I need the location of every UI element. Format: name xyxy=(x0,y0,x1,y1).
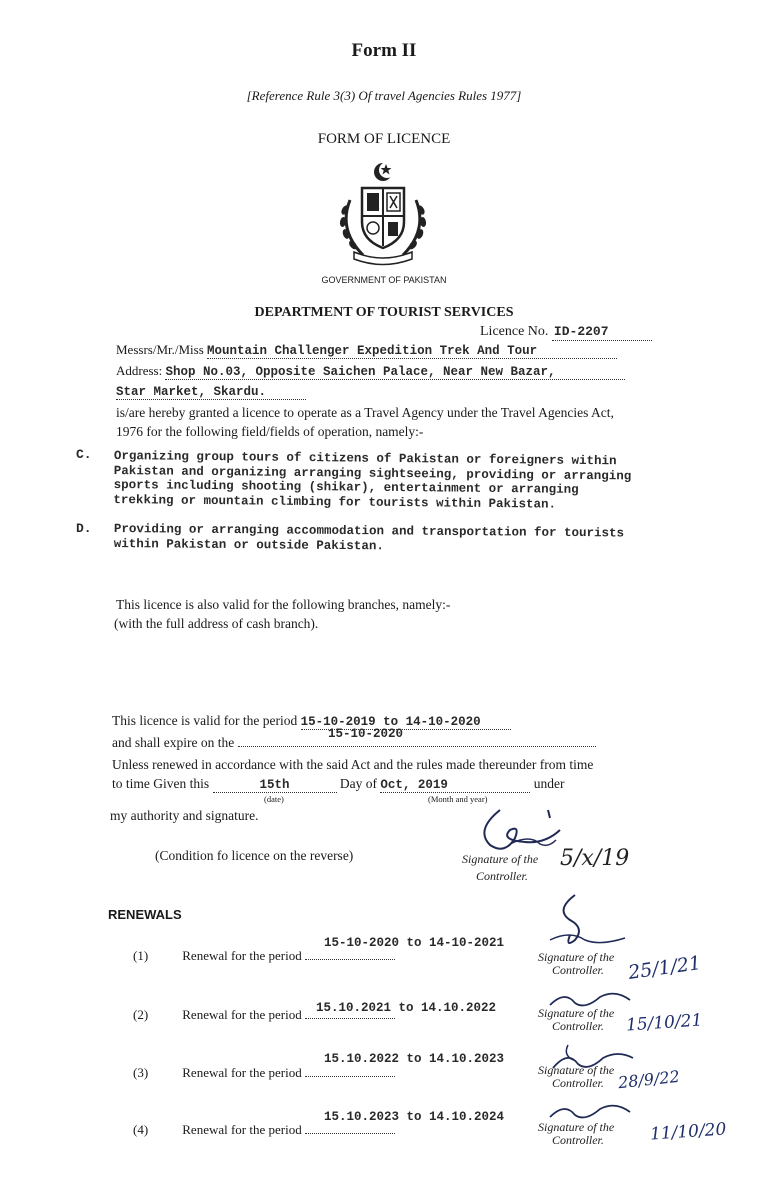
controller-signature xyxy=(470,800,570,860)
messrs-row xyxy=(116,342,617,359)
address-line-2: Star Market, Skardu. xyxy=(116,385,267,399)
renewal-signature-label xyxy=(538,1121,614,1147)
licence-no-label: Licence No. xyxy=(480,324,549,339)
given-month-value: Oct, 2019 xyxy=(380,778,448,792)
validity-period-row xyxy=(112,713,511,730)
licence-no-row xyxy=(480,324,652,341)
signature-label-line-2: Controller. xyxy=(476,869,528,883)
renewal-number: (1) xyxy=(133,948,149,963)
renewals-heading: RENEWALS xyxy=(108,907,182,922)
renewal-hand-date: 15/10/21 xyxy=(625,1010,703,1036)
validity-period-value: 15-10-2019 to 14-10-2020 xyxy=(300,715,481,729)
field-letter-c: C. xyxy=(76,447,92,462)
messrs-label: Messrs/Mr./Miss xyxy=(116,342,204,357)
authority-line: my authority and signature. xyxy=(110,808,259,823)
branches-line-2: (with the full address of cash branch). xyxy=(114,616,319,631)
address-line-1: Shop No.03, Opposite Saichen Palace, Near New Bazar, xyxy=(165,365,556,379)
renewal-signature-label xyxy=(538,1007,614,1033)
field-c-line: Pakistan and organizing arranging sightseeing, providing or arranging xyxy=(113,463,632,483)
given-day-field xyxy=(213,776,337,793)
renewal-label: Renewal for the period xyxy=(182,1007,302,1022)
granted-line-2: 1976 for the following field/fields of operation, namely:- xyxy=(116,424,424,439)
renewal-label: Renewal for the period xyxy=(182,1122,302,1137)
field-c-line: sports including shooting (shikar), entertainment or arranging xyxy=(113,477,579,497)
address-label: Address: xyxy=(116,363,163,378)
form-of-licence-heading: FORM OF LICENCE xyxy=(317,131,451,147)
field-c-line: Organizing group tours of citizens of Pakistan or foreigners within xyxy=(113,449,617,469)
renewal-hand-date: 25/1/21 xyxy=(626,952,703,984)
handwritten-date: 5/x/19 xyxy=(560,846,630,871)
given-row xyxy=(112,776,565,793)
renewal-period-value: 15.10.2022 to 14.10.2023 xyxy=(324,1052,505,1066)
department-heading: DEPARTMENT OF TOURIST SERVICES xyxy=(254,305,514,320)
condition-line: (Condition fo licence on the reverse) xyxy=(155,848,354,863)
renewal-signature-label-line-2: Controller. xyxy=(552,1019,604,1033)
signature-label xyxy=(462,853,538,883)
unless-line: Unless renewed in accordance with the said Act and the rules made thereunder from time xyxy=(112,757,594,772)
expire-row xyxy=(112,735,596,751)
renewal-period-value: 15-10-2020 to 14-10-2021 xyxy=(324,936,505,950)
renewal-period-value: 15.10.2023 to 14.10.2024 xyxy=(324,1110,505,1124)
given-label: to time Given this xyxy=(112,776,210,791)
renewal-signature-label-line-1: Signature of the xyxy=(538,1063,615,1077)
renewal-dots xyxy=(305,1076,395,1077)
licence-no-field xyxy=(552,324,652,341)
address-row xyxy=(116,363,625,380)
expire-label: and shall expire on the xyxy=(112,735,235,750)
field-d-line: Providing or arranging accommodation and transportation for tourists xyxy=(113,522,625,541)
renewal-hand-date: 28/9/22 xyxy=(617,1066,681,1093)
expire-field xyxy=(238,746,596,747)
field-c-line: trekking or mountain climbing for tourists within Pakistan. xyxy=(113,492,557,512)
renewal-dots xyxy=(305,1133,395,1134)
state-emblem xyxy=(328,160,438,268)
renewal-signature-label xyxy=(538,1064,614,1090)
renewal-signature-label-line-2: Controller. xyxy=(552,963,604,977)
day-of-label: Day of xyxy=(339,776,377,791)
month-year-caption: (Month and year) xyxy=(428,794,488,804)
renewal-signature-label-line-1: Signature of the xyxy=(538,1006,615,1020)
renewal-number: (2) xyxy=(133,1007,149,1022)
renewal-row xyxy=(133,1065,395,1081)
renewal-label: Renewal for the period xyxy=(182,1065,302,1080)
form-title: Form II xyxy=(351,40,417,61)
address-field-2 xyxy=(116,383,306,400)
signature-label-line-1: Signature of the xyxy=(462,852,539,866)
renewal-period-value: 15.10.2021 to 14.10.2022 xyxy=(316,1001,497,1015)
renewal-signature-label-line-1: Signature of the xyxy=(538,1120,615,1134)
reference-rule: [Reference Rule 3(3) Of travel Agencies Rules 1977] xyxy=(246,88,522,103)
field-letter-d: D. xyxy=(76,521,92,536)
date-caption: (date) xyxy=(264,794,284,804)
renewal-row xyxy=(133,1007,395,1023)
messrs-value: Mountain Challenger Expedition Trek And Tour xyxy=(207,344,538,358)
renewal-row xyxy=(133,948,395,964)
given-day-value: 15th xyxy=(259,778,290,792)
address-row-2 xyxy=(116,383,306,400)
expire-value: 15-10-2020 xyxy=(328,727,404,741)
address-field xyxy=(165,363,625,380)
renewal-dots xyxy=(305,959,395,960)
renewal-signature xyxy=(540,890,630,950)
renewal-signature-label-line-1: Signature of the xyxy=(538,950,615,964)
validity-period-label: This licence is valid for the period xyxy=(112,713,298,728)
renewal-label: Renewal for the period xyxy=(182,948,302,963)
field-c-text xyxy=(113,449,631,512)
branches-line-1: This licence is also valid for the following branches, namely:- xyxy=(116,597,451,612)
renewal-number: (3) xyxy=(133,1065,149,1080)
given-month-field xyxy=(380,776,530,793)
field-d-line: within Pakistan or outside Pakistan. xyxy=(113,536,384,553)
renewal-signature-label xyxy=(538,951,614,977)
government-of-pakistan: GOVERNMENT OF PAKISTAN xyxy=(321,275,447,285)
granted-line-1: is/are hereby granted a licence to operate as a Travel Agency under the Travel Agencies Act, xyxy=(116,405,614,420)
renewal-row xyxy=(133,1122,395,1138)
messrs-field xyxy=(207,342,617,359)
renewal-signature-label-line-2: Controller. xyxy=(552,1133,604,1147)
renewal-signature-label-line-2: Controller. xyxy=(552,1076,604,1090)
renewal-number: (4) xyxy=(133,1122,149,1137)
renewal-hand-date: 11/10/20 xyxy=(649,1119,727,1145)
renewal-dots xyxy=(305,1018,395,1019)
licence-no-value: ID-2207 xyxy=(553,324,609,339)
under-label: under xyxy=(533,776,565,791)
field-d-text xyxy=(114,522,624,555)
